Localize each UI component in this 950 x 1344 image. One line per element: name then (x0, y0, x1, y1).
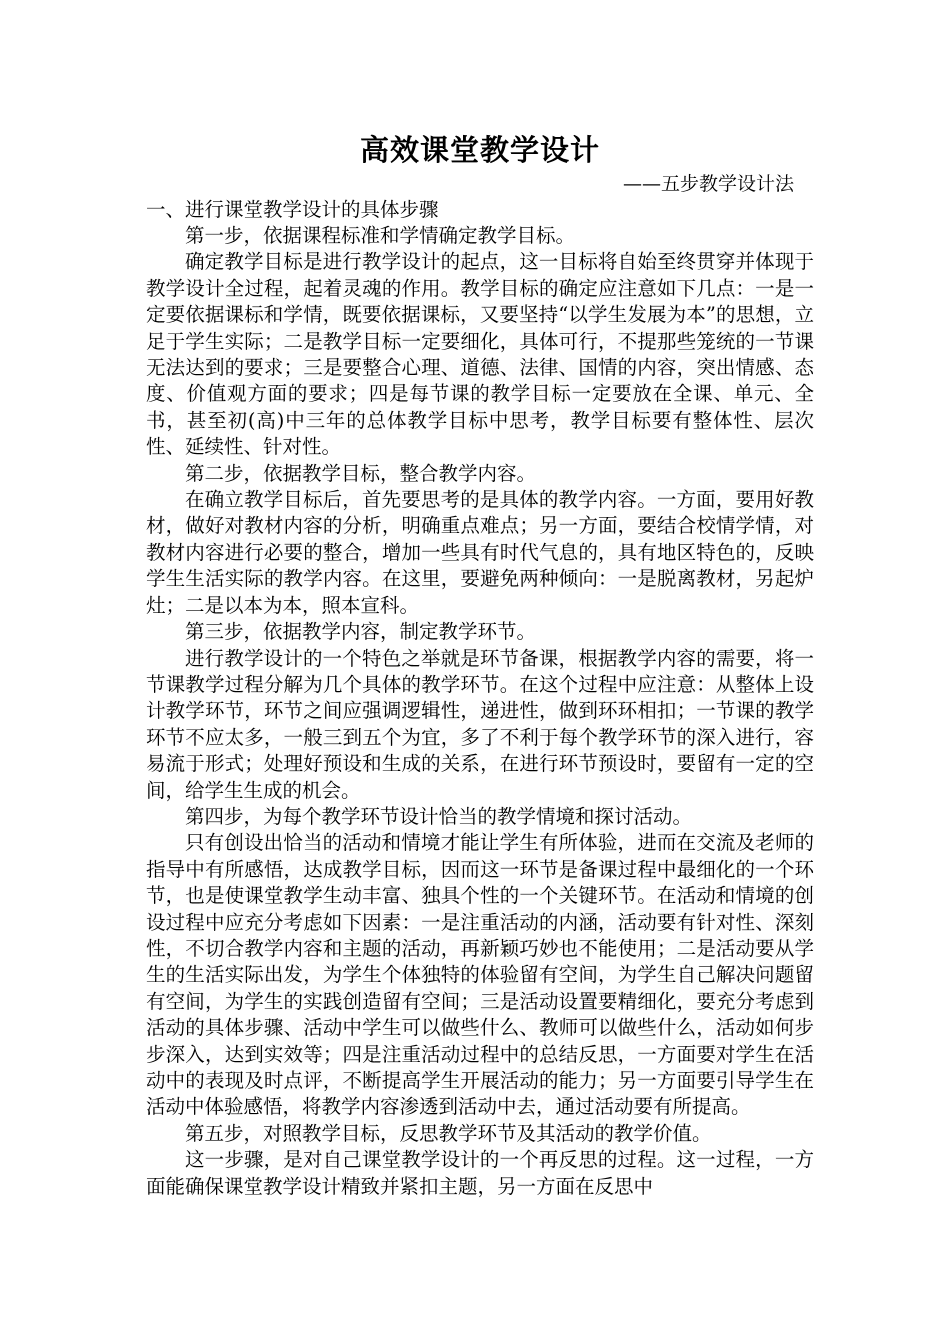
step-4-body: 只有创设出恰当的活动和情境才能让学生有所体验，进而在交流及老师的指导中有所感悟，达成教学目标，因而这一环节是备课过程中最细化的一个环节，也是使课堂教学生动丰富、独具个性的一个关键环节。在活动和情境的创设过程中应充分考虑如下因素：一是注重活动的内涵，活动要有针对性、深刻性，不切合教学内容和主题的活动，再新颖巧妙也不能使用；二是活动要从学生的生活实际出发，为学生个体独特的体验留有空间，为学生自己解决问题留有空间，为学生的实践创造留有空间；三是活动设置要精细化，要充分考虑到活动的具体步骤、活动中学生可以做些什么、教师可以做些什么，活动如何步步深入，达到实效等；四是注重活动过程中的总结反思，一方面要对学生在活动中的表现及时点评，不断提高学生开展活动的能力；另一方面要引导学生在活动中体验感悟，将教学内容渗透到活动中去，通过活动要有所提高。 (146, 831, 814, 1119)
step-4-heading: 第四步，为每个教学环节设计恰当的教学情境和探讨活动。 (185, 804, 693, 828)
step-1-heading: 第一步，依据课程标准和学情确定教学目标。 (185, 224, 576, 247)
step-2-heading: 第二步，依据教学目标，整合教学内容。 (185, 461, 537, 485)
section-heading: 一、进行课堂教学设计的具体步骤 (146, 198, 439, 221)
step-1-body: 确定教学目标是进行教学设计的起点，这一目标将自始至终贯穿并体现于教学设计全过程，起着灵魂的作用。教学目标的确定应注意如下几点：一是一定要依据课标和学情，既要依据课标，又要坚持“以学生发展为本”的思想，立足于学生实际；二是教学目标一定要细化，具体可行，不提那些笼统的一节课无法达到的要求；三是要整合心理、道德、法律、国情的内容，突出情感、态度、价值观方面的要求；四是每节课的教学目标一定要放在全课、单元、全书，甚至初(高)中三年的总体教学目标中思考，教学目标要有整体性、层次性、延续性、针对性。 (146, 250, 814, 459)
step-5-body: 这一步骤，是对自己课堂教学设计的一个再反思的过程。这一过程，一方面能确保课堂教学设计精致并紧扣主题，另一方面在反思中 (146, 1148, 814, 1198)
step-3-heading: 第三步，依据教学内容，制定教学环节。 (185, 620, 537, 644)
step-2-body: 在确立教学目标后，首先要思考的是具体的教学内容。一方面，要用好教材，做好对教材内容的分析，明确重点难点；另一方面，要结合校情学情，对教材内容进行必要的整合，增加一些具有时代气息的，具有地区特色的，反映学生生活实际的教学内容。在这里，要避免两种倾向：一是脱离教材，另起炉灶；二是以本为本，照本宣科。 (146, 488, 814, 617)
step-5-heading: 第五步，对照教学目标，反思教学环节及其活动的教学价值。 (185, 1121, 712, 1145)
document-title: 高效课堂教学设计 (359, 133, 600, 167)
document-subtitle: ——五步教学设计法 (622, 173, 794, 195)
document-page (146, 128, 814, 1200)
step-3-body: 进行教学设计的一个特色之举就是环节备课，根据教学内容的需要，将一节课教学过程分解为几个具体的教学环节。在这个过程中应注意：从整体上设计教学环节，环节之间应强调逻辑性，递进性，做到环环相扣；一节课的教学环节不应太多，一般三到五个为宜，多了不利于每个教学环节的深入进行，容易流于形式；处理好预设和生成的关系，在进行环节预设时，要留有一定的空间，给学生生成的机会。 (146, 646, 814, 802)
